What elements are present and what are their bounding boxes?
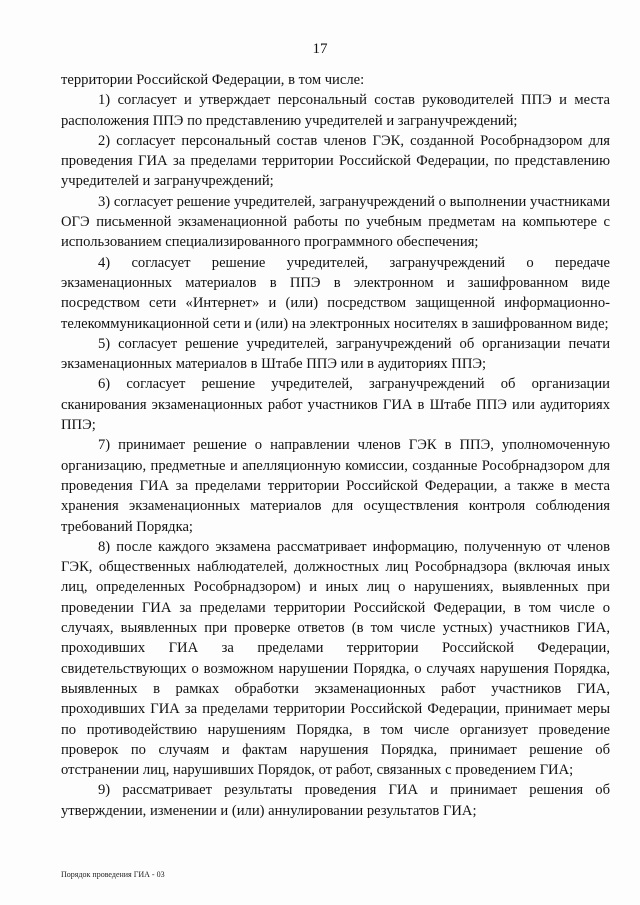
paragraph-item-9: 9) рассматривает результаты проведения ГИА и принимает решения об утверждении, изменении и (или) аннулировании результатов ГИА; (61, 782, 610, 819)
paragraph-item-3: 3) согласует решение учредителей, загранучреждений о выполнении участниками ОГЭ письменной экзаменационной работы по учебным предметам на компьютере с использованием специализированного программного обеспечения; (61, 193, 610, 251)
paragraph-item-7: 7) принимает решение о направлении членов ГЭК в ППЭ, уполномоченную организацию, предметные и апелляционную комиссии, созданные Рособрнадзором для проведения ГИА за пределами территории Российской Федерации, а также в места хранения экзаменационных материалов для осуществления контроля соблюдения требований Порядка; (61, 437, 610, 535)
page-number: 17 (312, 41, 328, 57)
document-body (61, 70, 610, 821)
paragraph-intro: территории Российской Федерации, в том числе: (61, 72, 365, 88)
paragraph-item-8: 8) после каждого экзамена рассматривает информацию, полученную от членов ГЭК, общественных наблюдателей, должностных лиц Рособрнадзора (включая иных лиц, определенных Рособрнадзором) и иных лиц о нарушениях, выявленных при проведении ГИА за пределами территории Российской Федерации, в том числе о случаях, выявленных при проверке ответов (в том числе устных) участников ГИА, проходивших ГИА за пределами территории Российской Федерации, свидетельствующих о возможном нарушении Порядка, о случаях нарушения Порядка, выявленных в рамках обработки экзаменационных работ участников ГИА, проходивших ГИА за пределами территории Российской Федерации, принимает меры по противодействию нарушениям Порядка, в том числе организует проведение проверок по случаям и фактам нарушения Порядка, принимает решение об отстранении лиц, нарушивших Порядок, от работ, связанных с проведением ГИА; (61, 538, 610, 779)
paragraph-item-6: 6) согласует решение учредителей, загранучреждений об организации сканирования экзаменационных работ участников ГИА в Штабе ППЭ или аудиториях ППЭ; (61, 376, 610, 434)
paragraph-item-1: 1) согласует и утверждает персональный состав руководителей ППЭ и места расположения ППЭ по представлению учредителей и загранучреждений; (61, 92, 610, 129)
paragraph-item-2: 2) согласует персональный состав членов ГЭК, созданной Рособрнадзором для проведения ГИА за пределами территории Российской Федерации, по представлению учредителей и загранучреждений; (61, 132, 610, 190)
footer-note: Порядок проведения ГИА - 03 (61, 870, 165, 879)
paragraph-item-5: 5) согласует решение учредителей, загранучреждений об организации печати экзаменационных материалов в Штабе ППЭ или в аудиториях ППЭ; (61, 335, 610, 373)
paragraph-item-4: 4) согласует решение учредителей, загранучреждений о передаче экзаменационных материалов в ППЭ в электронном и зашифрованном виде посредством сети «Интернет» и (или) посредством защищенной информационно-телекоммуникационной сети и (или) на электронных носителях в зашифрованном виде; (61, 254, 610, 332)
